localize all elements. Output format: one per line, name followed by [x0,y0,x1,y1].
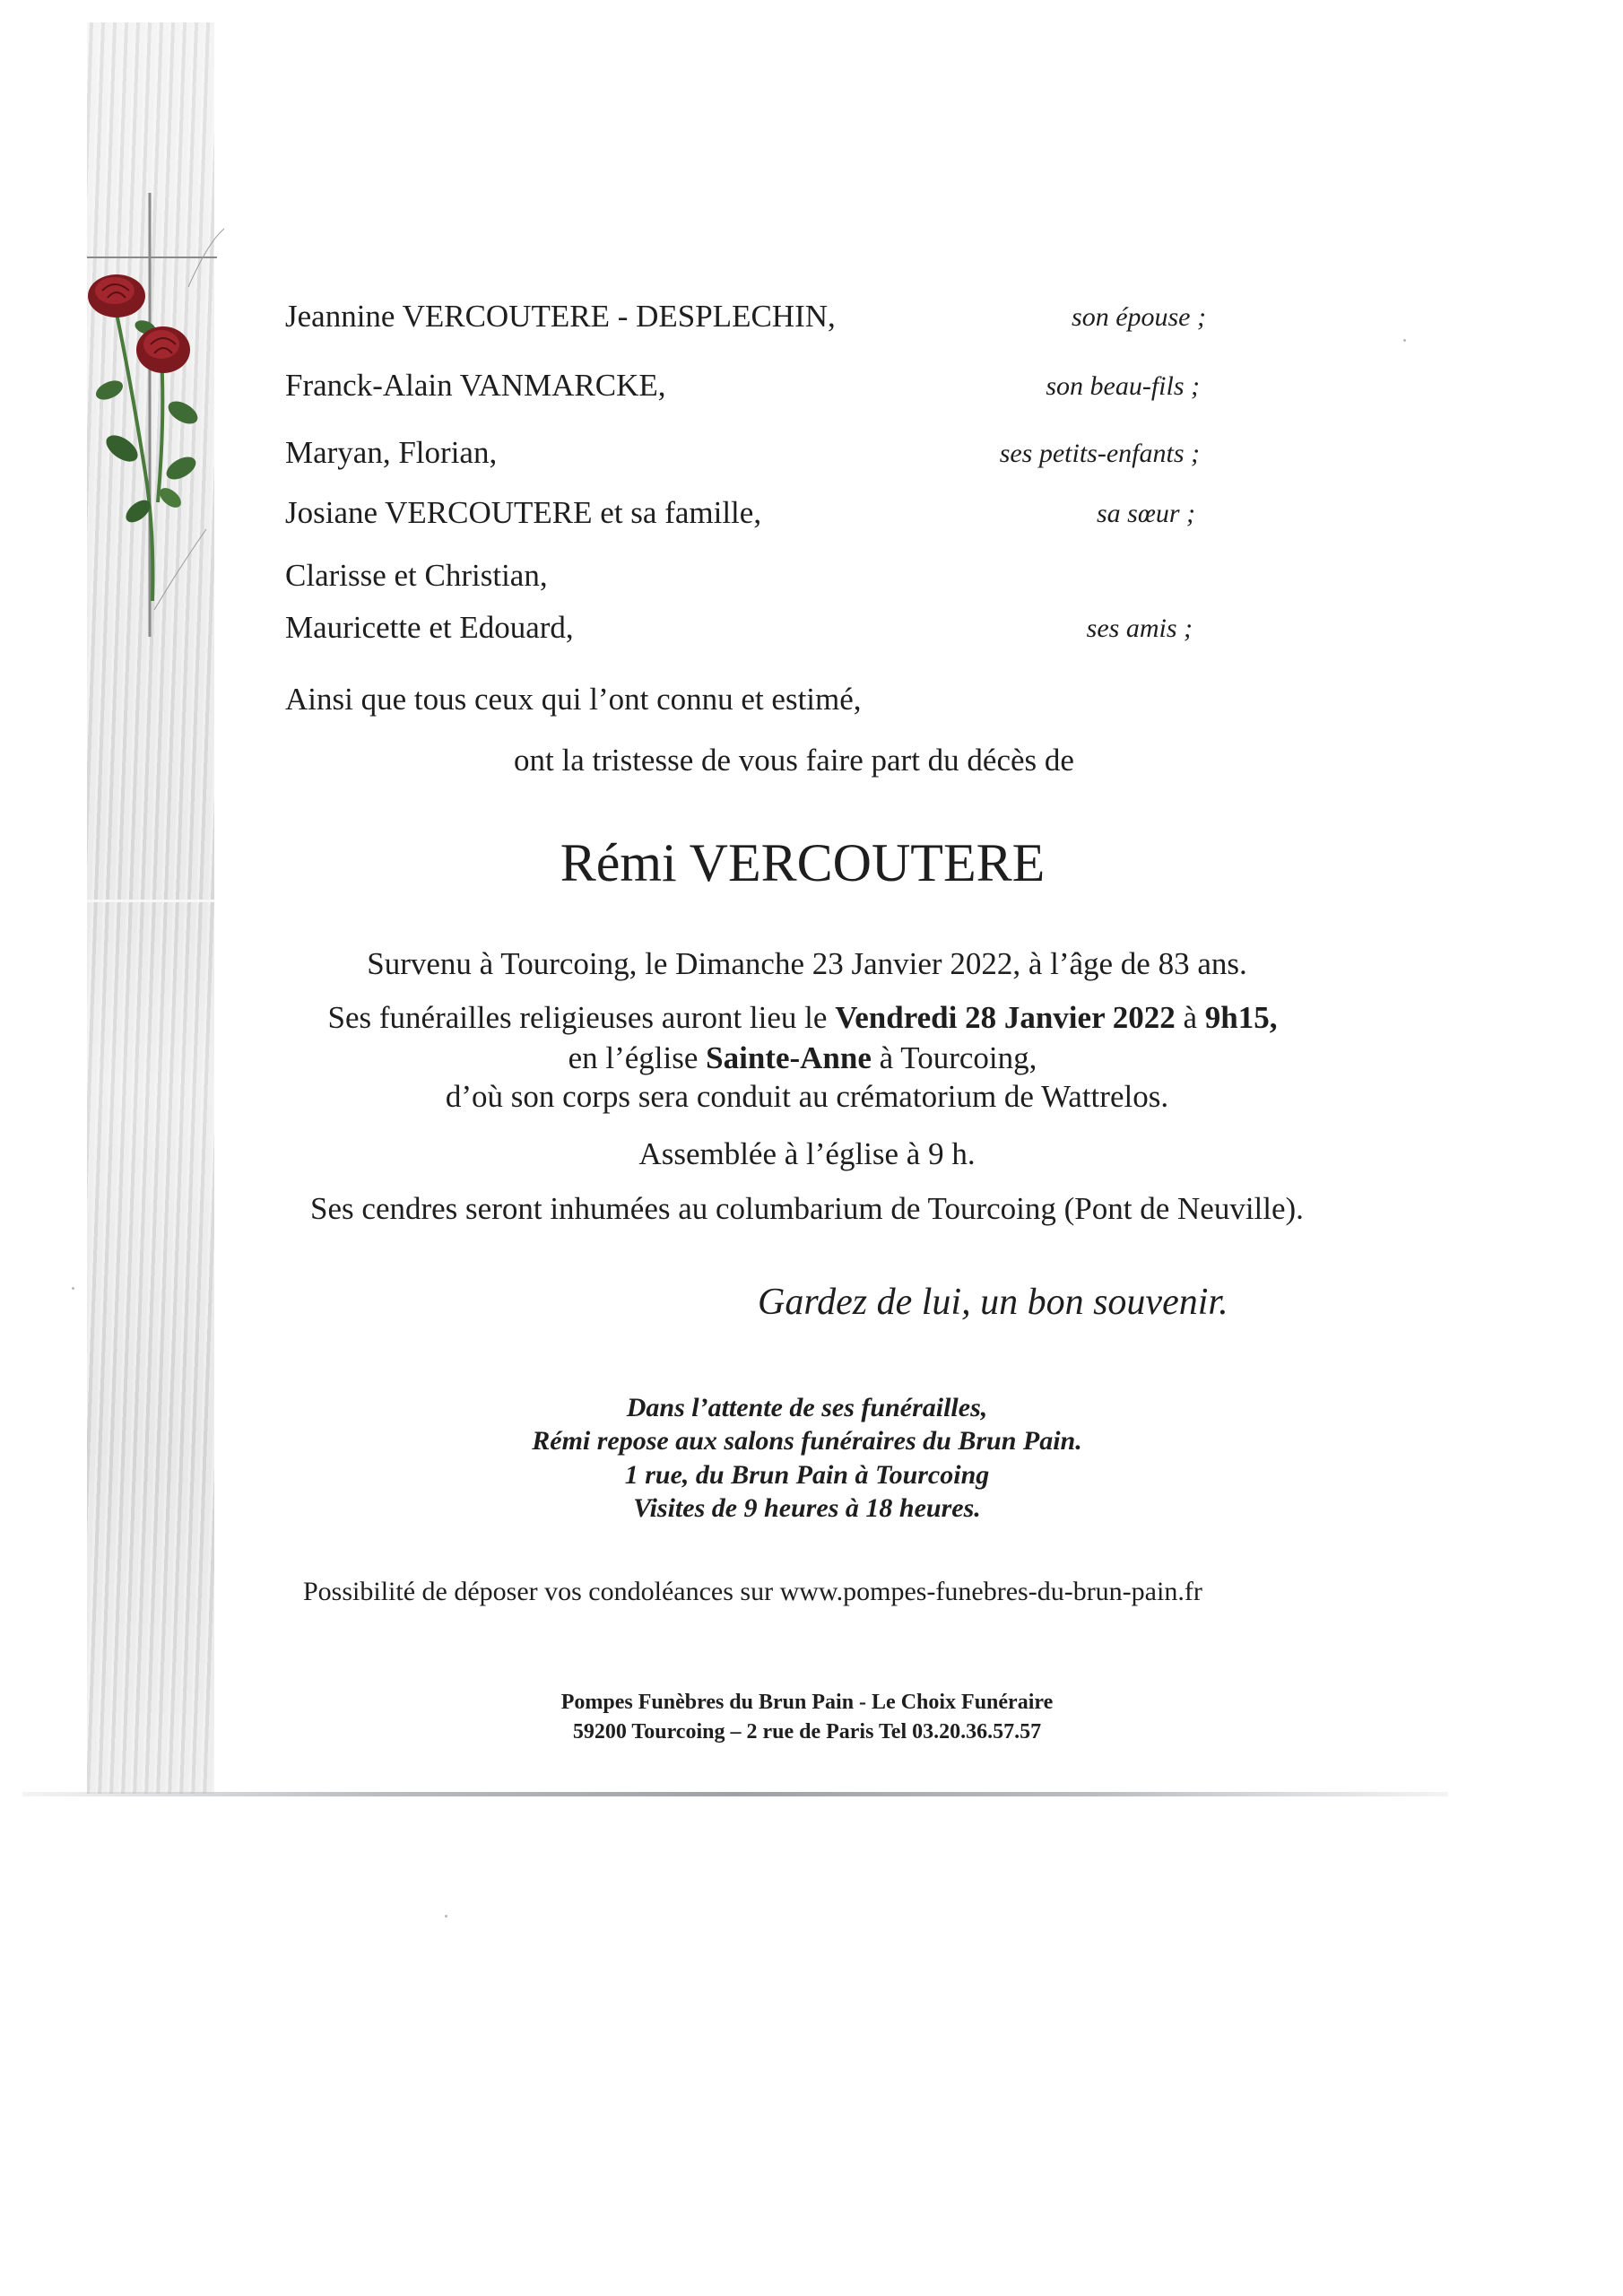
church-name: Sainte-Anne [706,1040,872,1075]
family-relation-4: sa sœur ; [1096,499,1195,528]
family-relation-2: son beau-fils ; [1046,371,1200,401]
scan-speck [1403,339,1406,342]
waiting-line-4: Visites de 9 heures à 18 heures. [633,1493,981,1523]
intro-announcement: ont la tristesse de vous faire part du décès de [514,743,1074,778]
footer-line-2: 59200 Tourcoing – 2 rue de Paris Tel 03.20.36.57.57 [572,1720,1042,1744]
condolences-line: Possibilité de déposer vos condoléances sur www.pompes-funebres-du-brun-pain.fr [303,1577,1202,1606]
scan-speck [445,1915,447,1918]
waiting-line-1: Dans l’attente de ses funérailles, [626,1393,988,1422]
crematorium-details: d’où son corps sera conduit au crématorium de Wattrelos. [445,1079,1169,1114]
death-details: Survenu à Tourcoing, le Dimanche 23 Janvier 2022, à l’âge de 83 ans. [367,946,1247,981]
family-name-5: Clarisse et Christian, [285,558,548,593]
memory-line: Gardez de lui, un bon souvenir. [758,1282,1228,1323]
footer-line-1: Pompes Funèbres du Brun Pain - Le Choix Funéraire [560,1691,1054,1714]
family-name-6: Mauricette et Edouard, [285,610,574,645]
deceased-name: Rémi VERCOUTERE [560,833,1046,892]
family-relation-1: son épouse ; [1072,302,1206,332]
rose-top [88,274,145,317]
funeral-date: Vendredi 28 Janvier 2022 [835,1000,1176,1035]
funeral-details [0,1000,1614,1036]
funeral-mid: à [1175,1000,1205,1035]
family-name-4: Josiane VERCOUTERE et sa famille, [285,495,762,530]
assembly-details: Assemblée à l’église à 9 h. [638,1136,976,1171]
family-relation-6: ses amis ; [1086,613,1193,643]
church-suffix: à Tourcoing, [871,1040,1037,1075]
scan-speck [72,1287,74,1290]
rose-bottom [136,326,190,373]
cross-roses-illustration [82,188,226,641]
family-name-2: Franck-Alain VANMARCKE, [285,368,666,403]
waiting-line-2: Rémi repose aux salons funéraires du Brun Pain. [532,1426,1082,1456]
ashes-details: Ses cendres seront inhumées au columbarium de Tourcoing (Pont de Neuville). [310,1191,1304,1226]
church-prefix: en l’église [568,1040,707,1075]
strip-seam [87,900,214,902]
intro-all-who-knew: Ainsi que tous ceux qui l’ont connu et estimé, [285,682,862,717]
family-relation-3: ses petits-enfants ; [999,439,1200,468]
church-details [0,1040,1614,1076]
funeral-time: 9h15, [1204,1000,1278,1035]
waiting-line-3: 1 rue, du Brun Pain à Tourcoing [624,1460,990,1490]
family-name-3: Maryan, Florian, [285,435,498,470]
family-name-1: Jeannine VERCOUTERE - DESPLECHIN, [285,299,836,334]
funeral-prefix: Ses funérailles religieuses auront lieu le [327,1000,836,1035]
bottom-rule [22,1792,1448,1796]
